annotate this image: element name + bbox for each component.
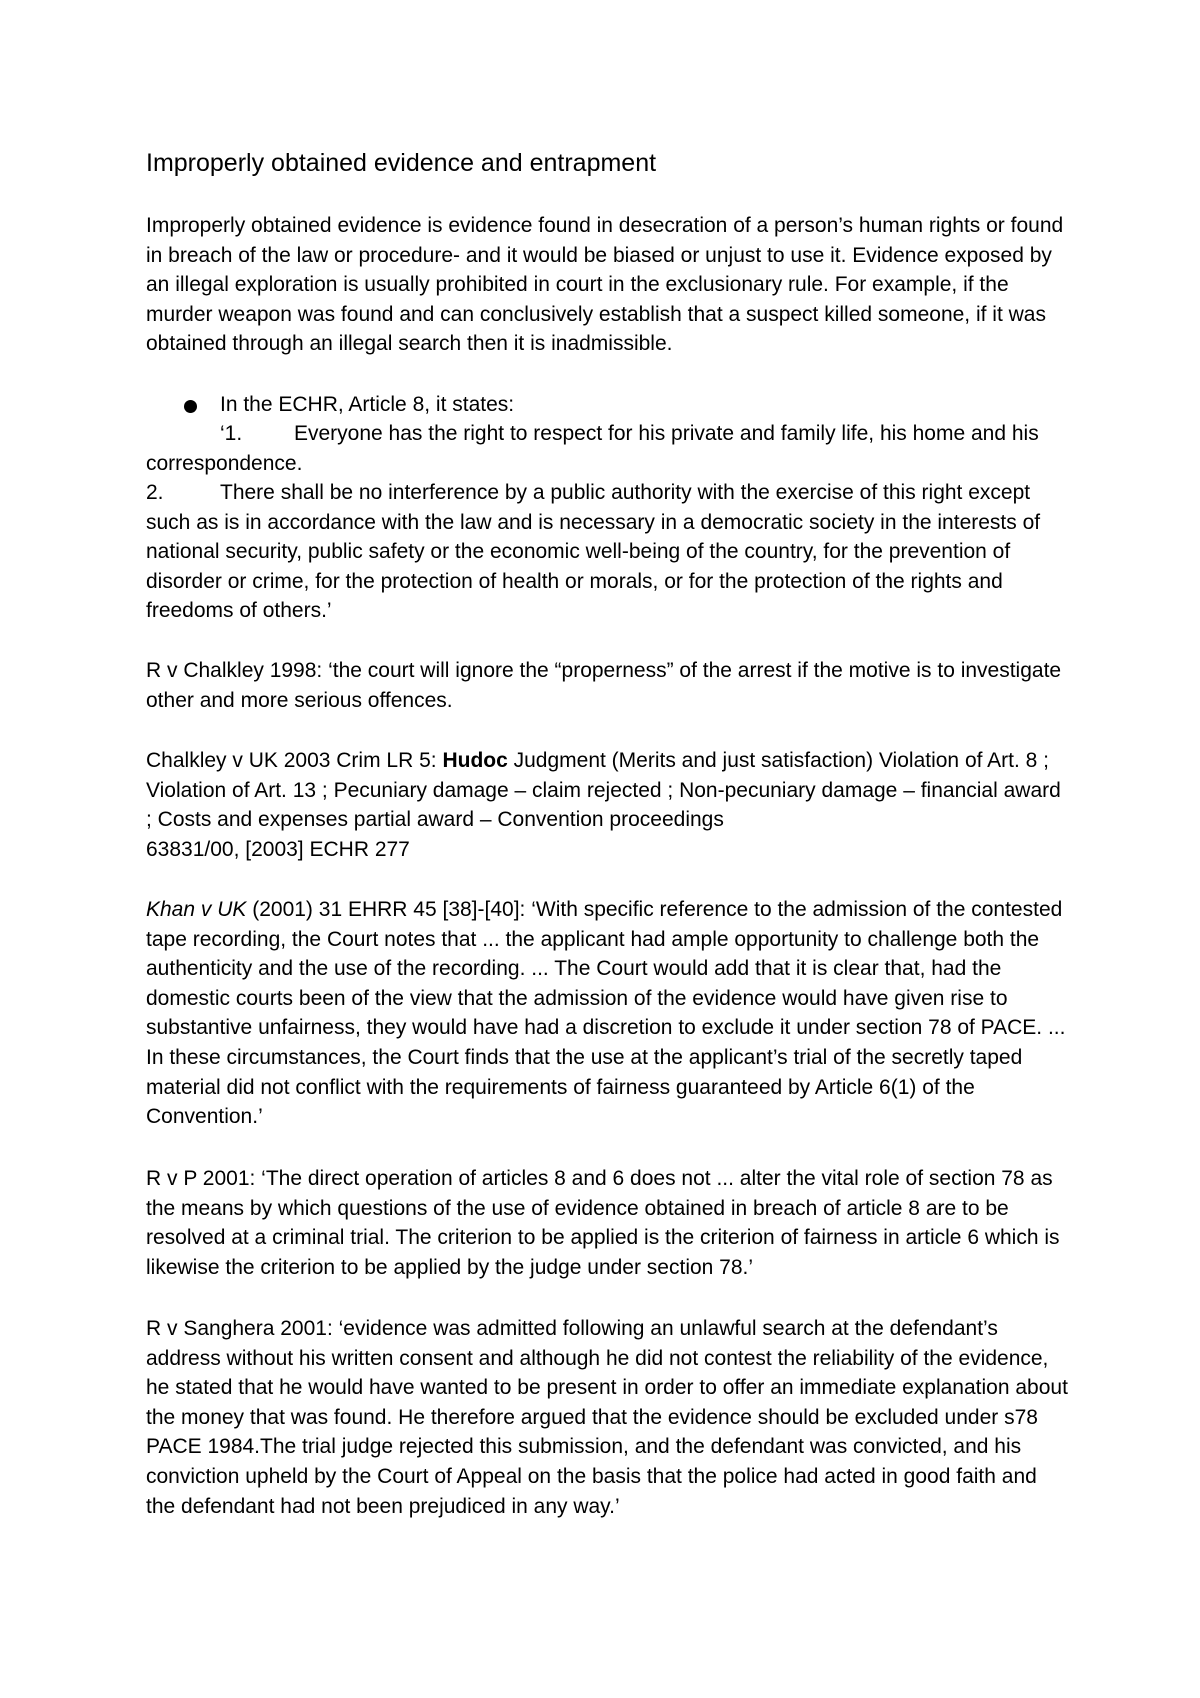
intro-paragraph: Improperly obtained evidence is evidence found in desecration of a person’s human rights or found in breach of the law or procedure- and it would be biased or unjust to use it. Evidence exposed by an illegal exploration is usually prohibited in court in the exclusionary rule. For example, if the murder weapon was found and can conclusively establish that a suspect killed someone, if it was obtained through an illegal search then it is inadmissible. [146,214,1064,356]
article-item-1 [146,419,1071,478]
article-item-1-text: Everyone has the right to respect for his private and family life, his home and his correspondence. [146,422,1039,475]
article-item-2 [146,478,1071,626]
khan-case-name: Khan v UK [146,898,247,921]
hudoc-bold: Hudoc [442,749,508,772]
bullet-dot-icon [184,400,197,413]
chalkley-paragraph: R v Chalkley 1998: ‘the court will ignore the “properness” of the arrest if the motive is to investigate other and more serious offences. [146,659,1062,712]
document-title: Improperly obtained evidence and entrapment [146,149,657,177]
hudoc-rest: Judgment (Merits and just satisfaction) Violation of Art. 8 ; Violation of Art. 13 ; Pecuniary damage – claim rejected ; Non-pecuniary damage – financial award ; Costs and expenses partial award – Convention proceedings [146,749,1061,832]
article-item-1-number: ‘1. [220,422,243,445]
article-item-2-text: There shall be no interference by a public authority with the exercise of this right except such as is in accordance with the law and is necessary in a democratic society in the interests of national security, public safety or the economic well-being of the country, for the prevention of disorder or crime, for the protection of health or morals, or for the protection of the rights and freedoms of others.’ [146,481,1041,623]
sanghera-paragraph: R v Sanghera 2001: ‘evidence was admitted following an unlawful search at the defendant’s address without his written consent and although he did not contest the reliability of the evidence, he stated that he would have wanted to be present in order to offer an immediate explanation about the money that was found. He therefore argued that the evidence should be excluded under s78 PACE 1984.The trial judge rejected this submission, and the defendant was convicted, and his conviction upheld by the Court of Appeal on the basis that the police had acted in good faith and the defendant had not been prejudiced in any way.’ [146,1317,1068,1518]
bullet-text: In the ECHR, Article 8, it states: [220,393,515,416]
hudoc-paragraph [146,746,1071,864]
hudoc-citation: 63831/00, [2003] ECHR 277 [146,837,410,861]
khan-text: (2001) 31 EHRR 45 [38]-[40]: ‘With specific reference to the admission of the contested tape recording, the Court notes that ... the applicant had ample opportunity to challenge both the authenticity and the use of the recording. ... The Court would add that it is clear that, had the domestic courts been of the view that the admission of the evidence would have given rise to substantive unfairness, they would have had a discretion to exclude it under section 78 of PACE. ... In these circumstances, the Court finds that the use at the applicant’s trial of the secretly taped material did not conflict with the requirements of fairness guaranteed by Article 6(1) of the Convention.’ [146,898,1066,1129]
r-v-p-paragraph: R v P 2001: ‘The direct operation of articles 8 and 6 does not ... alter the vital role of section 78 as the means by which questions of the use of evidence obtained in breach of article 8 are to be resolved at a criminal trial. The criterion to be applied is the criterion of fairness in article 6 which is likewise the criterion to be applied by the judge under section 78.’ [146,1167,1060,1279]
article-item-2-number: 2. [146,481,164,504]
hudoc-prefix: Chalkley v UK 2003 Crim LR 5: [146,749,443,772]
khan-paragraph [146,895,1071,1132]
